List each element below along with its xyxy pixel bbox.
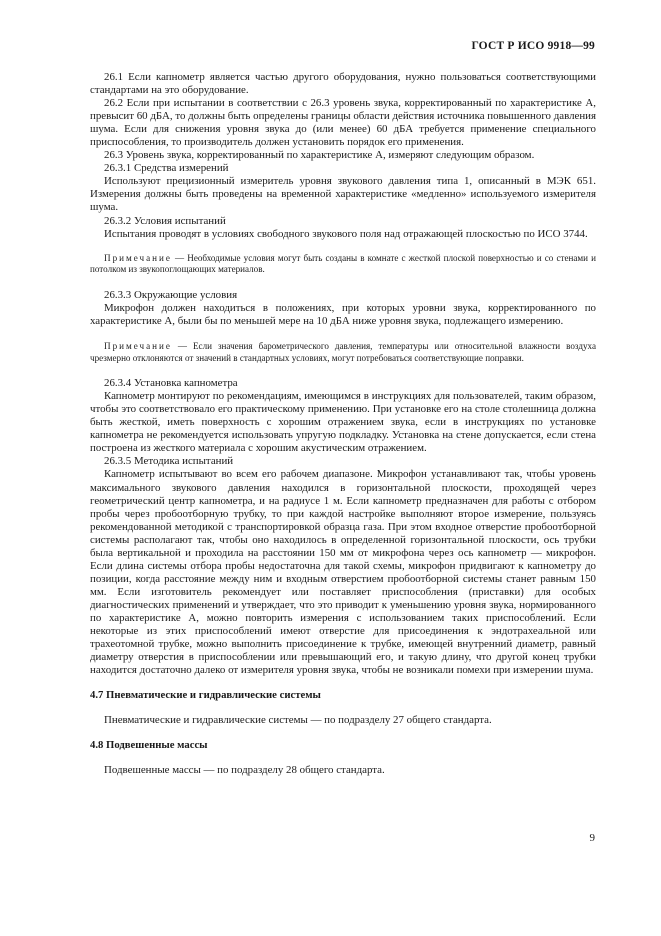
page-number: 9 [589, 832, 595, 844]
document-body [90, 71, 596, 777]
heading-26-3-1: 26.3.1 Средства измерений [104, 162, 229, 175]
heading-26-3-2: 26.3.2 Условия испытаний [104, 214, 226, 227]
heading-26-3-5: 26.3.5 Методика испытаний [104, 455, 234, 468]
paragraph-26-3-3: Микрофон должен находиться в положениях, при которых уровни звука, корректированного по характеристике А, были бы по меньшей мере на 10 дБА ниже уровня звука, подлежащего измерению. [90, 301, 596, 327]
paragraph-26-1: 26.1 Если капнометр является частью другого оборудования, нужно пользоваться соответствующими стандартами на это оборудование. [90, 71, 596, 97]
paragraph-26-3: 26.3 Уровень звука, корректированный по характеристике А, измеряют следующим образом. [104, 149, 535, 162]
paragraph-26-2: 26.2 Если при испытании в соответствии с 26.3 уровень звука, корректированный по характеристике А, превысит 60 дБА, то должны быть определены границы области действия источника повышенного давления шума. Если для снижения уровня звука до (или менее) 60 дБА требуется применение специального приспособления, то производитель должен установить порядок его применения. [90, 97, 596, 149]
section-4-7-title: 4.7 Пневматические и гидравлические системы [90, 689, 321, 702]
document-header: ГОСТ Р ИСО 9918—99 [471, 40, 595, 52]
paragraph-26-3-4: Капнометр монтируют по рекомендациям, имеющимся в инструкциях для пользователей, таким образом, чтобы это соответствовало его практическому применению. При установке его на столе столешница должна быть жесткой, иметь поверхность с хорошим отражением звука, если в инструкциях по установке капнометра не рекомендуется использовать упругую подкладку. Установка на стене допускается, если стена построена из жесткого материала с хорошим акустическим отражением. [90, 390, 596, 455]
heading-26-3-3: 26.3.3 Окружающие условия [104, 288, 238, 301]
note-1-lead: Примечание [104, 252, 172, 263]
paragraph-26-3-5: Капнометр испытывают во всем его рабочем диапазоне. Микрофон устанавливают так, чтобы уровень максимального звукового давления находился в горизонтальной плоскости, проходящей через геометрический центр капнометра, и на радиусе 1 м. Если капнометр предназначен для работы с отбором пробы через пробоотборную трубку, то при каждой настройке выполняют второе измерение, пользуясь рекомендованной методикой с транспортировкой образца газа. При этом входное отверстие пробоотборной системы располагают так, чтобы оно находилось в определенной горизонтальной плоскости, ось трубки была вертикальной и проходила на расстоянии 150 мм от микрофона через ось капнометр — микрофон. Если длина системы отбора пробы недостаточна для такой схемы, микрофон придвигают к капнометру до позиции, когда расстояние между ним и входным отверстием пробоотборной системы станет равным 150 мм. Если изготовитель рекомендует или поставляет приспособления (приставки) для особых диагностических применений и утверждает, что это приводит к уменьшению уровня звука, нормированного по характеристике А, можно повторить измерения с использованием таких приспособлений. Если некоторые из этих приспособлений имеют отверстие для присоединения к эндотрахеальной или трахеотомной трубке, можно выполнить присоединение к трубке, имеющей внутренний диаметр, равный диаметру отверстия в приспособлении или превышающий его, и такую длину, что другой конец трубки находится достаточно далеко от измерителя уровня звука, чтобы не возникали помехи при измерении шума. [90, 468, 596, 677]
note-1-text: — Необходимые условия могут быть созданы в комнате с жесткой плоской поверхностью и со стенами и потолком из звукопоглощающих материалов. [90, 252, 596, 275]
paragraph-26-3-1: Используют прецизионный измеритель уровня звукового давления типа 1, описанный в МЭК 651. Измерения должны быть проведены на временной характеристике «медленно» используемого измерителя шума. [90, 175, 596, 214]
paragraph-26-3-2: Испытания проводят в условиях свободного звукового поля над отражающей плоскостью по ИСО 3744. [104, 227, 588, 240]
paragraph-4-8: Подвешенные массы — по подразделу 28 общего стандарта. [104, 764, 385, 777]
note-2 [90, 341, 596, 364]
heading-26-3-4: 26.3.4 Установка капнометра [104, 377, 238, 390]
note-1 [90, 253, 596, 276]
section-4-8-title: 4.8 Подвешенные массы [90, 739, 208, 752]
note-2-lead: Примечание [104, 340, 172, 351]
paragraph-4-7: Пневматические и гидравлические системы — по подразделу 27 общего стандарта. [104, 714, 492, 727]
note-2-text: — Если значения барометрического давления, температуры или относительной влажности воздуха чрезмерно отклоняются от значений в стандартных условиях, могут потребоваться соответствующие поправки. [90, 340, 596, 363]
